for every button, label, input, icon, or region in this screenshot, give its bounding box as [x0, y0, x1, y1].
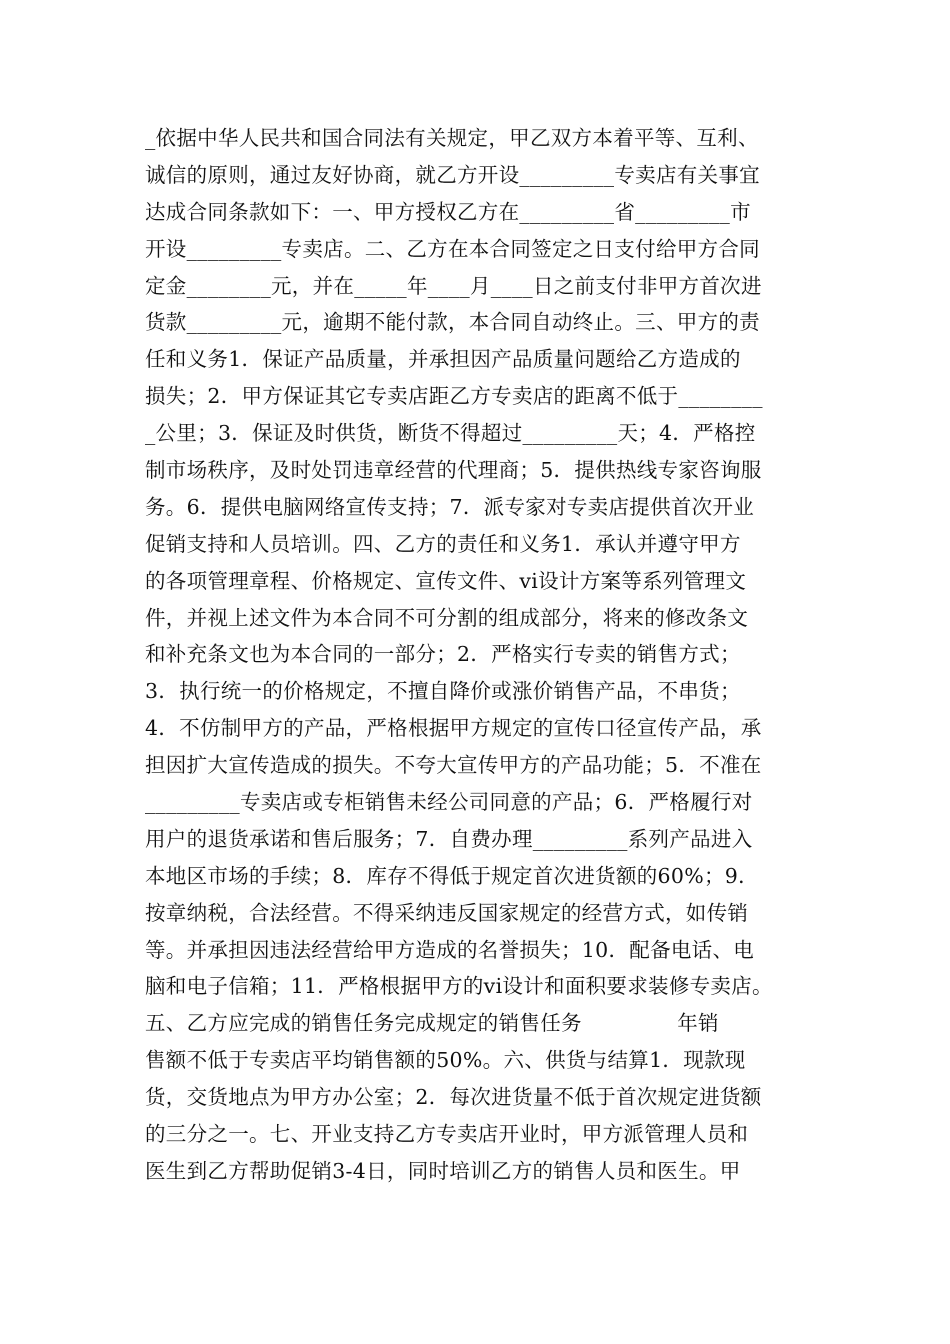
text-line: 的各项管理章程、价格规定、宣传文件、vi设计方案等系列管理文 — [145, 568, 747, 593]
text-line: 按章纳税，合法经营。不得采纳违反国家规定的经营方式，如传销 — [145, 900, 749, 925]
text-line: 件，并视上述文件为本合同不可分割的组成部分，将来的修改条文 — [145, 605, 749, 630]
text-line: 售额不低于专卖店平均销售额的50%。六、供货与结算1．现款现 — [145, 1048, 746, 1073]
text-line: _________专卖店或专柜销售未经公司同意的产品；6．严格履行对 — [145, 790, 753, 815]
text-line: 促销支持和人员培训。四、乙方的责任和义务1．承认并遵守甲方 — [145, 531, 741, 556]
text-line: 4．不仿制甲方的产品，严格根据甲方规定的宣传口径宣传产品，承 — [145, 716, 762, 741]
text-line: 达成合同条款如下：一、甲方授权乙方在_________省_________市 — [145, 199, 751, 224]
text-line: 货，交货地点为甲方办公室；2．每次进货量不低于首次规定进货额 — [145, 1085, 762, 1110]
text-line: 定金________元，并在_____年____月____日之前支付非甲方首次进 — [145, 273, 762, 298]
text-line: 本地区市场的手续；8．库存不得低于规定首次进货额的60%；9． — [145, 863, 759, 888]
text-line: _公里；3．保证及时供货，断货不得超过_________天；4．严格控 — [145, 421, 756, 446]
text-line: _依据中华人民共和国合同法有关规定，甲乙双方本着平等、互利、 — [145, 126, 759, 150]
text-line: 务。6．提供电脑网络宣传支持；7．派专家对专卖店提供首次开业 — [145, 494, 755, 519]
text-line: 制市场秩序，及时处罚违章经营的代理商；5．提供热线专家咨询服 — [145, 458, 762, 483]
text-line: 用户的退货承诺和售后服务；7．自费办理_________系列产品进入 — [145, 826, 753, 851]
text-line: 任和义务1．保证产品质量，并承担因产品质量问题给乙方造成的 — [145, 347, 741, 372]
contract-body-text — [145, 120, 835, 1190]
text-line: 的三分之一。七、开业支持乙方专卖店开业时，甲方派管理人员和 — [145, 1122, 749, 1147]
text-line: 诚信的原则，通过友好协商，就乙方开设_________专卖店有关事宜 — [145, 162, 760, 187]
text-line: 3．执行统一的价格规定，不擅自降价或涨价销售产品，不串货； — [145, 679, 741, 704]
text-line: 开设_________专卖店。二、乙方在本合同签定之日支付给甲方合同 — [145, 236, 760, 261]
text-line: 担因扩大宣传造成的损失。不夸大宣传甲方的产品功能；5．不准在 — [145, 753, 762, 778]
text-line: 医生到乙方帮助促销3-4日，同时培训乙方的销售人员和医生。甲 — [145, 1158, 741, 1183]
text-line: 货款_________元，逾期不能付款，本合同自动终止。三、甲方的责 — [145, 310, 760, 335]
text-line: 损失；2．甲方保证其它专卖店距乙方专卖店的距离不低于________ — [145, 384, 763, 409]
text-line: 脑和电子信箱；11．严格根据甲方的vi设计和面积要求装修专卖店。 — [145, 974, 773, 999]
text-line: 五、乙方应完成的销售任务完成规定的销售任务 年销 — [145, 1011, 719, 1036]
text-line: 和补充条文也为本合同的一部分；2．严格实行专卖的销售方式； — [145, 642, 741, 667]
text-line: 等。并承担因违法经营给甲方造成的名誉损失；10．配备电话、电 — [145, 937, 755, 962]
